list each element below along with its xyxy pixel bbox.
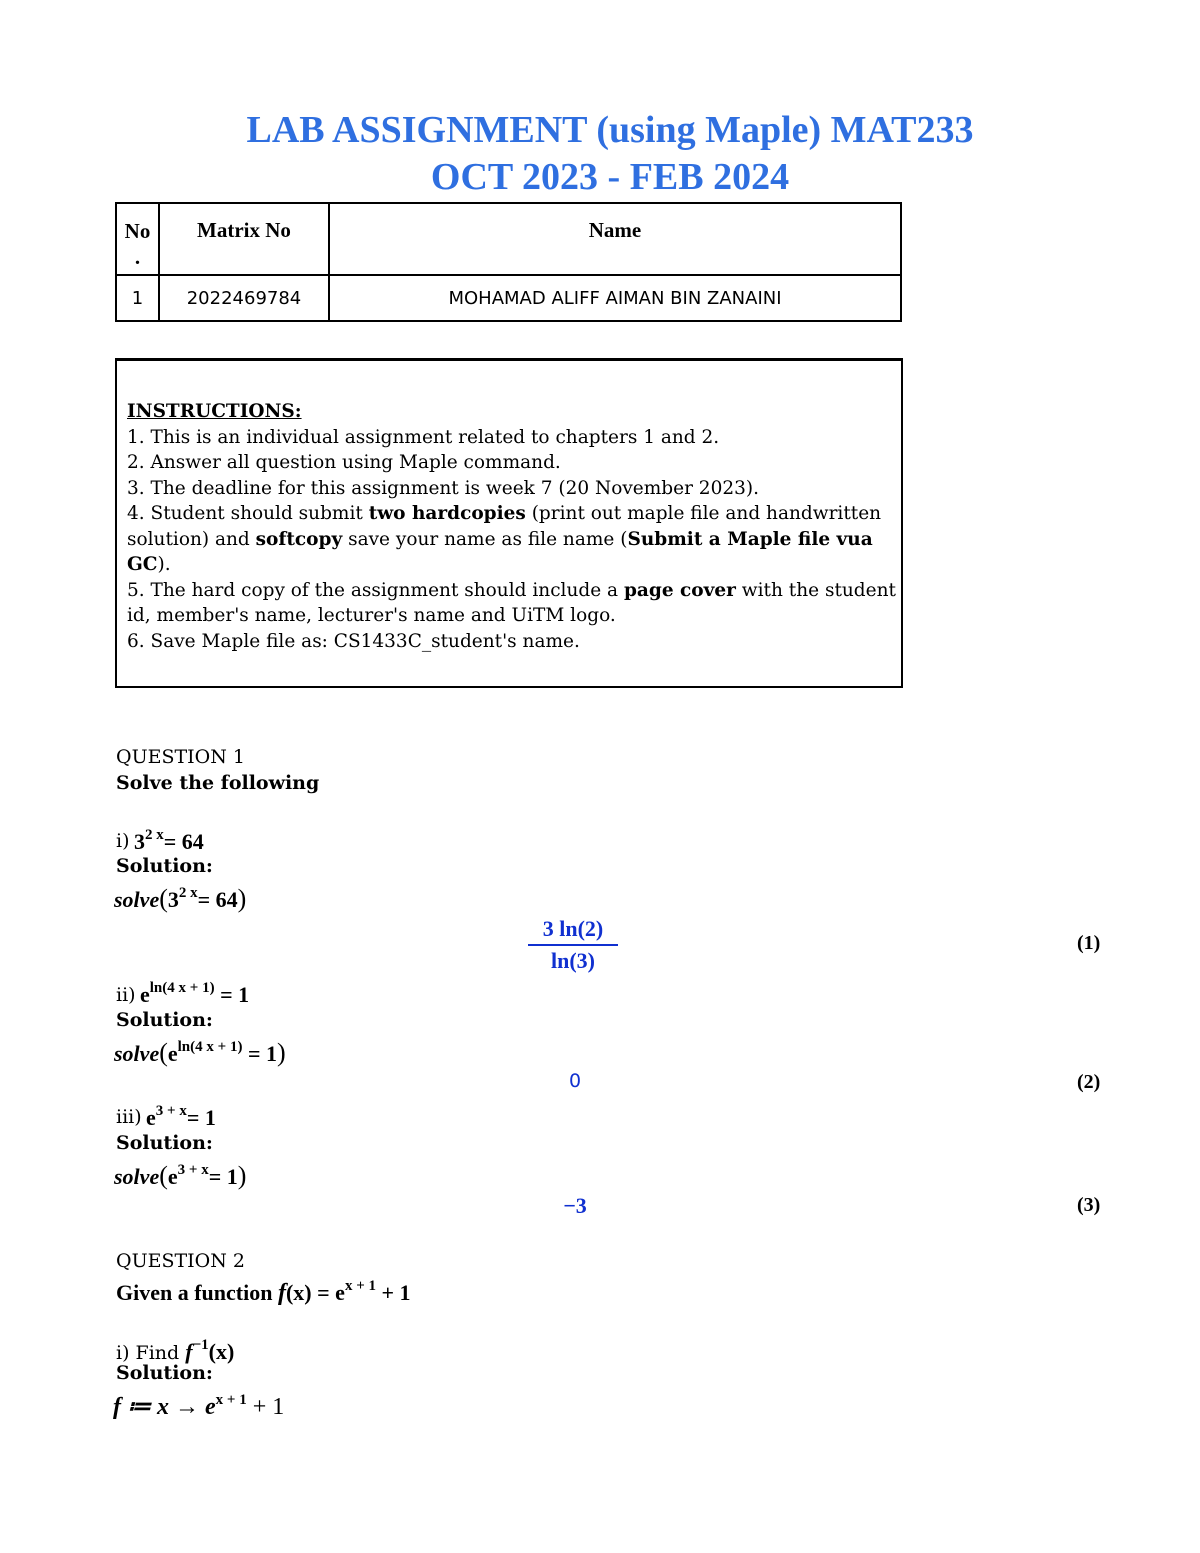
result-numerator: 3 ln(2) bbox=[528, 916, 618, 946]
cmd-rhs: = 1 bbox=[247, 1041, 277, 1066]
q1-prompt: Solve the following bbox=[116, 772, 320, 794]
i4-bold-submit: Submit a Maple file vua GC bbox=[127, 528, 873, 575]
cmd-exponent: 2 x bbox=[178, 885, 198, 901]
expr-exponent: 3 + x bbox=[155, 1103, 187, 1119]
q2-func-eq: = e bbox=[311, 1280, 345, 1305]
instructions-box bbox=[115, 358, 903, 688]
student-table bbox=[115, 202, 902, 322]
q1-part-ii-result: 0 bbox=[568, 1070, 582, 1092]
q1-part-i-expression bbox=[134, 827, 204, 855]
q1-part-i-command: $solve(3^{2 x}= 64)$ bbox=[114, 884, 247, 913]
header-no bbox=[116, 203, 159, 275]
q2-def-tail: + 1 bbox=[246, 1394, 285, 1420]
q1-part-i-result bbox=[528, 916, 618, 974]
expr-exponent: 2 x bbox=[145, 827, 164, 843]
q1-part-ii-label: ii) bbox=[116, 984, 136, 1006]
q2-prompt bbox=[116, 1278, 411, 1307]
q2-solution-label: Solution: bbox=[116, 1362, 213, 1384]
cmd-exponent: ln(4 x + 1) bbox=[177, 1039, 243, 1055]
cmd-base: e bbox=[167, 1164, 178, 1189]
q2-heading: QUESTION 2 bbox=[116, 1250, 245, 1272]
expr-base: e bbox=[146, 1105, 156, 1130]
q1-part-ii-command: $solve(e^{ln(4 x + 1)} = 1)$ bbox=[114, 1038, 286, 1067]
cmd-base: 3 bbox=[167, 887, 179, 912]
q1-part-iii-label: iii) bbox=[116, 1106, 142, 1128]
q1-part-iii-command: $solve(e^{3 + x}= 1)$ bbox=[114, 1161, 247, 1190]
cmd-name: solve bbox=[114, 887, 160, 912]
header-matrix: Matrix No bbox=[159, 203, 329, 275]
instruction-5 bbox=[127, 578, 897, 629]
cmd-name: solve bbox=[114, 1041, 160, 1066]
expr-rhs: = 1 bbox=[186, 1105, 216, 1130]
table-row bbox=[116, 275, 901, 321]
i4-text-3: save your name as file name ( bbox=[342, 528, 628, 550]
q1-heading: QUESTION 1 bbox=[116, 746, 245, 768]
q1-part-iii-solution-label: Solution: bbox=[116, 1132, 213, 1154]
cmd-exponent: 3 + x bbox=[177, 1162, 209, 1178]
instruction-6: 6. Save Maple file as: CS1433C_student's name. bbox=[127, 630, 580, 652]
expr-exponent: ln(4 x + 1) bbox=[149, 980, 215, 996]
q2-func-name: f bbox=[277, 1280, 286, 1306]
expr-rhs: = 64 bbox=[163, 829, 204, 854]
q1-part-ii-solution-label: Solution: bbox=[116, 1009, 213, 1031]
i5-text: 5. The hard copy of the assignment should include a bbox=[127, 579, 624, 601]
page-subtitle: OCT 2023 - FEB 2024 bbox=[430, 156, 790, 198]
q2-prompt-text: Given a function bbox=[116, 1280, 278, 1305]
i5-bold-page-cover: page cover bbox=[623, 579, 736, 601]
i4-text: 4. Student should submit bbox=[127, 503, 369, 524]
q2-def-op: ≔ x → e bbox=[121, 1394, 216, 1420]
instruction-4 bbox=[127, 501, 897, 578]
instructions-heading: INSTRUCTIONS: bbox=[127, 401, 302, 422]
expr-rhs: = 1 bbox=[220, 982, 250, 1007]
header-no-dot: . bbox=[134, 245, 141, 269]
page-title: LAB ASSIGNMENT (using Maple) MAT233 bbox=[246, 109, 974, 151]
expr-base: e bbox=[140, 982, 150, 1007]
q2-part-i-func: f bbox=[185, 1339, 193, 1364]
q2-func-tail: + 1 bbox=[376, 1280, 411, 1305]
i4-bold-softcopy: softcopy bbox=[255, 528, 343, 550]
q2-part-i bbox=[116, 1337, 234, 1365]
q2-def-exponent: x + 1 bbox=[215, 1392, 247, 1408]
q2-part-i-exponent: −1 bbox=[192, 1337, 209, 1353]
instruction-2: 2. Answer all question using Maple command. bbox=[127, 452, 561, 473]
cell-name: MOHAMAD ALIFF AIMAN BIN ZANAINI bbox=[329, 275, 901, 321]
i4-text-4: ). bbox=[157, 554, 171, 575]
q2-def-lhs: f bbox=[113, 1394, 121, 1420]
q1-eq-number-3: (3) bbox=[1077, 1194, 1101, 1216]
instruction-3: 3. The deadline for this assignment is week 7 (20 November 2023). bbox=[127, 477, 759, 499]
q2-part-i-label: i) Find bbox=[116, 1342, 186, 1364]
q2-func-arg: (x) bbox=[285, 1280, 312, 1305]
cell-matrix: 2022469784 bbox=[159, 275, 329, 321]
instruction-1: 1. This is an individual assignment related to chapters 1 and 2. bbox=[127, 426, 720, 448]
q2-func-exponent: x + 1 bbox=[344, 1278, 376, 1294]
result-denominator: ln(3) bbox=[551, 948, 595, 973]
q1-part-iii-expression bbox=[146, 1103, 216, 1131]
cmd-rhs: = 1 bbox=[208, 1164, 238, 1189]
q1-part-i-label: i) bbox=[116, 830, 130, 852]
i4-bold-hardcopies: two hardcopies bbox=[368, 503, 526, 524]
q2-definition bbox=[113, 1392, 284, 1421]
q1-part-iii-result: −3 bbox=[563, 1193, 587, 1218]
i5-text-2: with the student id, member's name, lecturer's name and UiTM logo. bbox=[127, 579, 896, 626]
header-no-text: No bbox=[124, 219, 151, 243]
q2-part-i-arg: (x) bbox=[208, 1339, 235, 1364]
cmd-name: solve bbox=[114, 1164, 160, 1189]
q1-eq-number-2: (2) bbox=[1077, 1071, 1101, 1093]
i4-text-2: (print out maple file and handwritten solution) and bbox=[127, 503, 882, 550]
q1-eq-number-1: (1) bbox=[1077, 932, 1101, 954]
q1-part-i-solution-label: Solution: bbox=[116, 855, 213, 877]
instructions-text bbox=[127, 399, 897, 654]
q1-part-ii-expression bbox=[140, 980, 249, 1008]
cell-no: 1 bbox=[116, 275, 159, 321]
cmd-base: e bbox=[167, 1041, 178, 1066]
cmd-rhs: = 64 bbox=[197, 887, 238, 912]
table-header-row bbox=[116, 203, 901, 275]
header-name: Name bbox=[329, 203, 901, 275]
expr-base: 3 bbox=[134, 829, 145, 854]
q2-part-i-expression bbox=[185, 1339, 234, 1364]
